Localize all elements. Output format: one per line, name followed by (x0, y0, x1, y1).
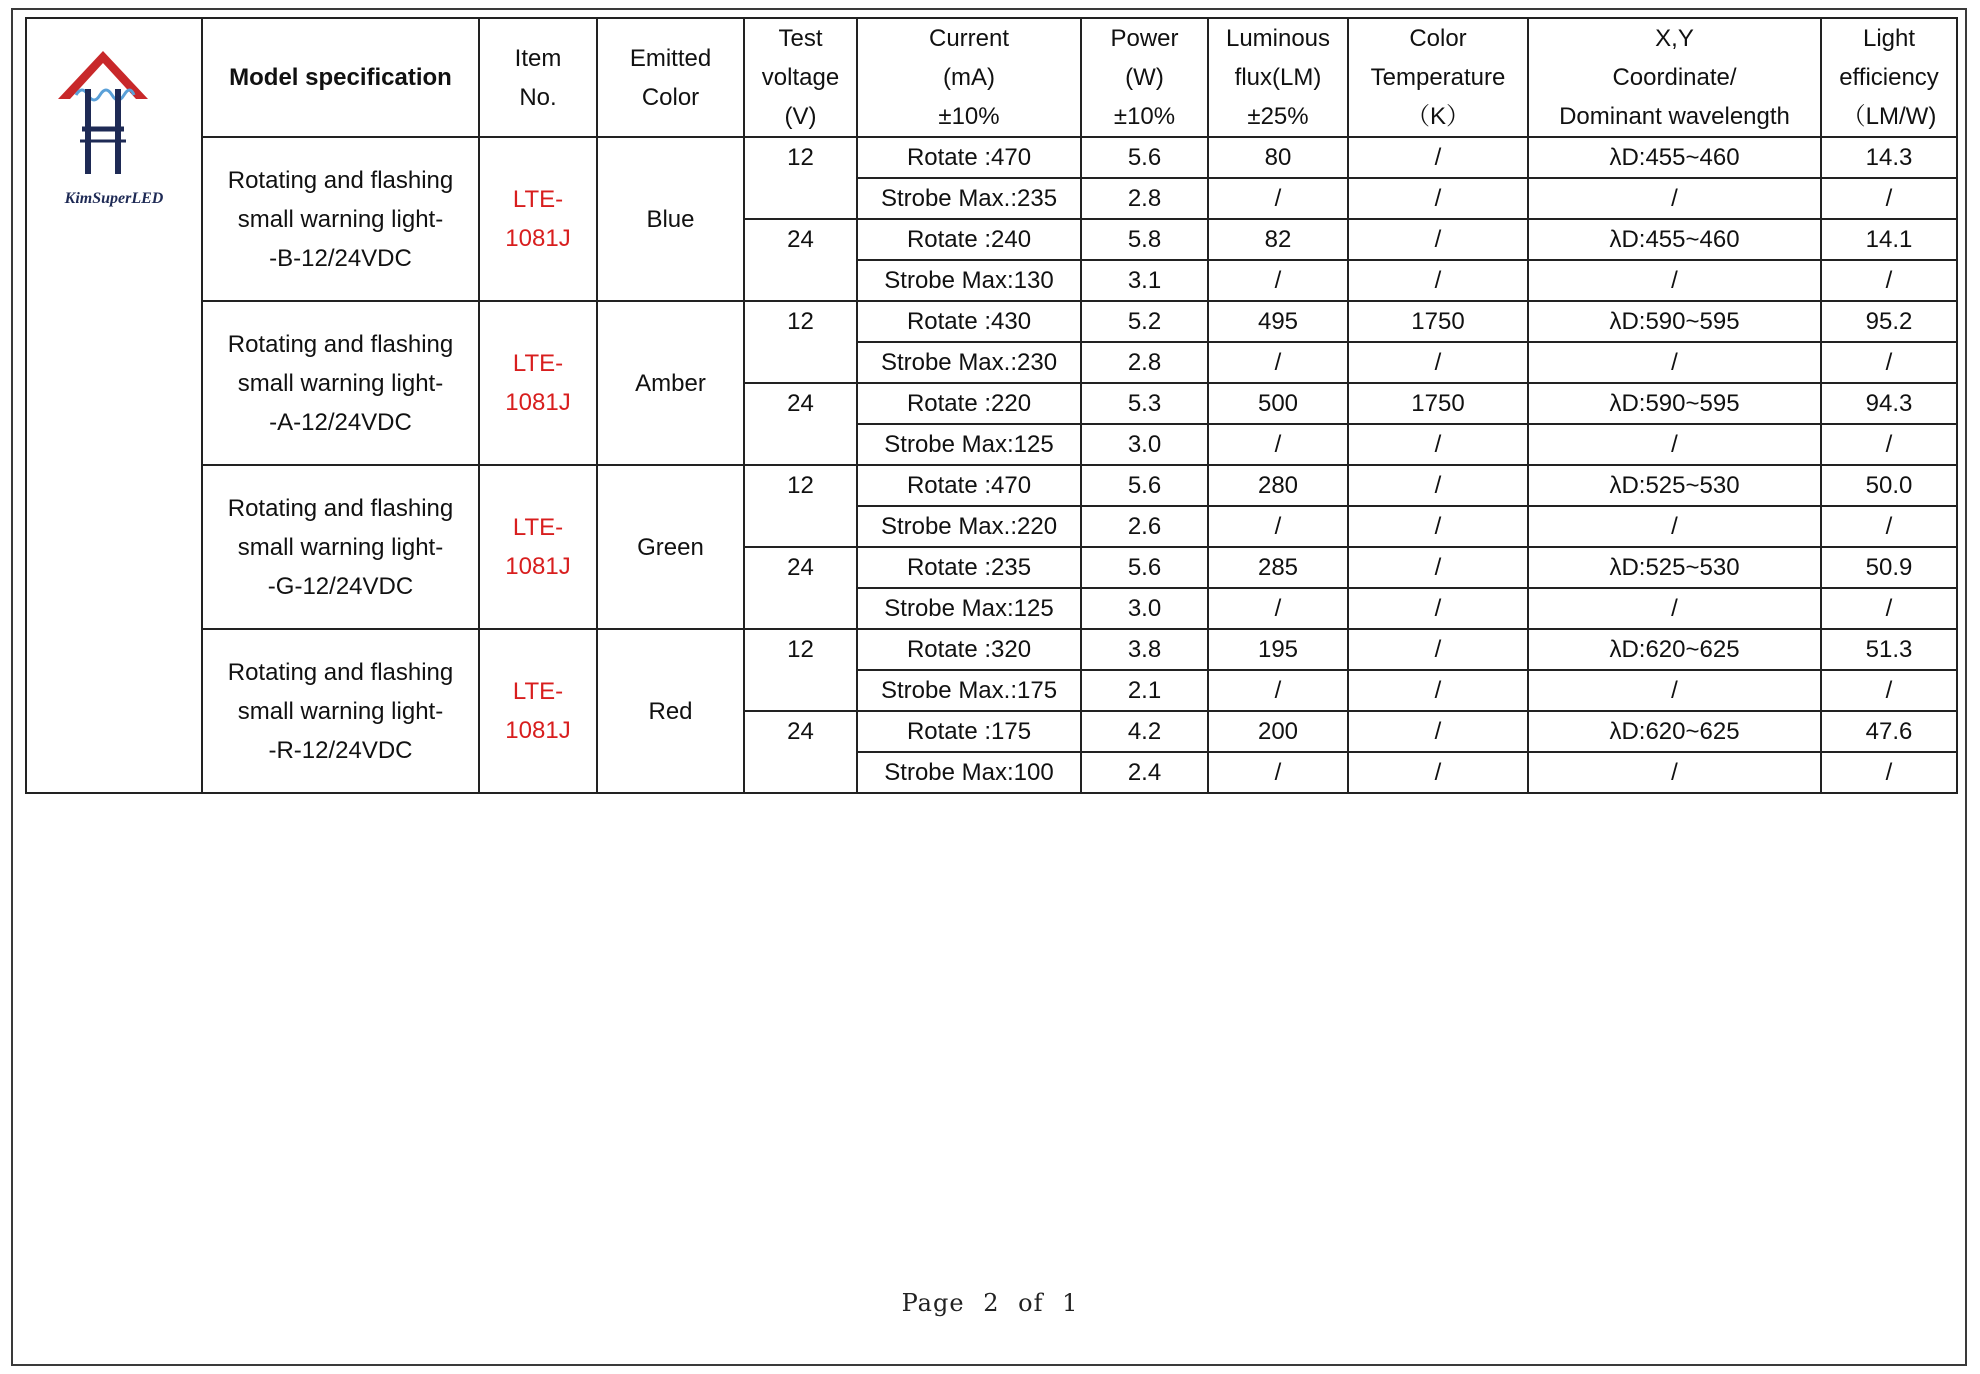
header-light-efficiency: Light efficiency （LM/W) (1821, 18, 1957, 137)
light-efficiency-cell: 95.2 (1821, 301, 1957, 342)
spec-table (25, 17, 1958, 794)
current-cell: Rotate :320 (857, 629, 1081, 670)
light-efficiency-cell: 51.3 (1821, 629, 1957, 670)
table-row (26, 465, 1957, 506)
light-efficiency-cell: 94.3 (1821, 383, 1957, 424)
dominant-wavelength-cell: λD:525~530 (1528, 465, 1821, 506)
light-efficiency-cell: / (1821, 506, 1957, 547)
table-row (26, 301, 1957, 342)
luminous-flux-cell: / (1208, 752, 1348, 793)
light-efficiency-cell: / (1821, 178, 1957, 219)
dominant-wavelength-cell: / (1528, 342, 1821, 383)
dominant-wavelength-cell: λD:455~460 (1528, 137, 1821, 178)
power-cell: 2.6 (1081, 506, 1208, 547)
color-temperature-cell: 1750 (1348, 301, 1528, 342)
emitted-color-cell: Red (597, 629, 744, 793)
model-spec-cell: Rotating and flashing small warning light- -R-12/24VDC (202, 629, 479, 793)
current-cell: Strobe Max:100 (857, 752, 1081, 793)
light-efficiency-cell: / (1821, 670, 1957, 711)
current-cell: Strobe Max:130 (857, 260, 1081, 301)
current-cell: Strobe Max:125 (857, 424, 1081, 465)
dominant-wavelength-cell: λD:455~460 (1528, 219, 1821, 260)
power-cell: 3.0 (1081, 588, 1208, 629)
dominant-wavelength-cell: λD:590~595 (1528, 301, 1821, 342)
luminous-flux-cell: / (1208, 588, 1348, 629)
current-cell: Strobe Max.:220 (857, 506, 1081, 547)
power-cell: 3.0 (1081, 424, 1208, 465)
color-temperature-cell: / (1348, 342, 1528, 383)
item-number-cell: LTE- 1081J (479, 137, 597, 301)
dominant-wavelength-cell: λD:620~625 (1528, 629, 1821, 670)
color-temperature-cell: 1750 (1348, 383, 1528, 424)
power-cell: 2.8 (1081, 178, 1208, 219)
current-cell: Rotate :240 (857, 219, 1081, 260)
dominant-wavelength-cell: / (1528, 178, 1821, 219)
luminous-flux-cell: / (1208, 506, 1348, 547)
power-cell: 5.3 (1081, 383, 1208, 424)
luminous-flux-cell: / (1208, 670, 1348, 711)
color-temperature-cell: / (1348, 137, 1528, 178)
emitted-color-cell: Green (597, 465, 744, 629)
test-voltage-cell: 24 (744, 547, 857, 629)
page-footer (0, 1289, 1980, 1317)
logo-cell (26, 18, 202, 793)
power-cell: 5.8 (1081, 219, 1208, 260)
color-temperature-cell: / (1348, 670, 1528, 711)
light-efficiency-cell: 14.1 (1821, 219, 1957, 260)
power-cell: 3.8 (1081, 629, 1208, 670)
light-efficiency-cell: 50.9 (1821, 547, 1957, 588)
light-efficiency-cell: / (1821, 424, 1957, 465)
luminous-flux-cell: 80 (1208, 137, 1348, 178)
page-number: 2 (983, 1289, 1000, 1317)
power-cell: 2.1 (1081, 670, 1208, 711)
power-cell: 4.2 (1081, 711, 1208, 752)
header-luminous-flux: Luminous flux(LM) ±25% (1208, 18, 1348, 137)
page-total: 1 (1062, 1289, 1079, 1317)
dominant-wavelength-cell: / (1528, 506, 1821, 547)
dominant-wavelength-cell: λD:590~595 (1528, 383, 1821, 424)
header-current: Current (mA) ±10% (857, 18, 1081, 137)
light-efficiency-cell: / (1821, 342, 1957, 383)
color-temperature-cell: / (1348, 711, 1528, 752)
current-cell: Rotate :430 (857, 301, 1081, 342)
light-efficiency-cell: 14.3 (1821, 137, 1957, 178)
color-temperature-cell: / (1348, 178, 1528, 219)
dominant-wavelength-cell: / (1528, 260, 1821, 301)
color-temperature-cell: / (1348, 219, 1528, 260)
item-number-cell: LTE- 1081J (479, 301, 597, 465)
item-number-cell: LTE- 1081J (479, 629, 597, 793)
power-cell: 2.4 (1081, 752, 1208, 793)
emitted-color-cell: Amber (597, 301, 744, 465)
header-emitted-color: Emitted Color (597, 18, 744, 137)
current-cell: Rotate :470 (857, 137, 1081, 178)
color-temperature-cell: / (1348, 465, 1528, 506)
current-cell: Strobe Max.:175 (857, 670, 1081, 711)
dominant-wavelength-cell: / (1528, 670, 1821, 711)
current-cell: Strobe Max.:230 (857, 342, 1081, 383)
color-temperature-cell: / (1348, 424, 1528, 465)
light-efficiency-cell: / (1821, 752, 1957, 793)
luminous-flux-cell: 200 (1208, 711, 1348, 752)
test-voltage-cell: 12 (744, 465, 857, 547)
dominant-wavelength-cell: λD:620~625 (1528, 711, 1821, 752)
header-color-temperature: Color Temperature （K） (1348, 18, 1528, 137)
current-cell: Rotate :235 (857, 547, 1081, 588)
color-temperature-cell: / (1348, 588, 1528, 629)
header-xy-coordinate: X,Y Coordinate/ Dominant wavelength (1528, 18, 1821, 137)
test-voltage-cell: 12 (744, 301, 857, 383)
light-efficiency-cell: / (1821, 588, 1957, 629)
header-item: Item No. (479, 18, 597, 137)
current-cell: Rotate :175 (857, 711, 1081, 752)
power-cell: 5.6 (1081, 465, 1208, 506)
model-spec-cell: Rotating and flashing small warning light- -B-12/24VDC (202, 137, 479, 301)
luminous-flux-cell: 500 (1208, 383, 1348, 424)
luminous-flux-cell: / (1208, 342, 1348, 383)
test-voltage-cell: 24 (744, 711, 857, 793)
test-voltage-cell: 24 (744, 383, 857, 465)
header-power: Power (W) ±10% (1081, 18, 1208, 137)
power-cell: 3.1 (1081, 260, 1208, 301)
power-cell: 5.6 (1081, 137, 1208, 178)
power-cell: 2.8 (1081, 342, 1208, 383)
light-efficiency-cell: 50.0 (1821, 465, 1957, 506)
dominant-wavelength-cell: / (1528, 588, 1821, 629)
item-number-cell: LTE- 1081J (479, 465, 597, 629)
test-voltage-cell: 12 (744, 629, 857, 711)
current-cell: Strobe Max:125 (857, 588, 1081, 629)
header-row (26, 18, 1957, 137)
current-cell: Rotate :220 (857, 383, 1081, 424)
current-cell: Rotate :470 (857, 465, 1081, 506)
luminous-flux-cell: / (1208, 424, 1348, 465)
logo-icon (58, 49, 148, 174)
header-model: Model specification (202, 18, 479, 137)
table-row (26, 137, 1957, 178)
color-temperature-cell: / (1348, 260, 1528, 301)
table-row (26, 629, 1957, 670)
current-cell: Strobe Max.:235 (857, 178, 1081, 219)
color-temperature-cell: / (1348, 506, 1528, 547)
luminous-flux-cell: 280 (1208, 465, 1348, 506)
light-efficiency-cell: 47.6 (1821, 711, 1957, 752)
color-temperature-cell: / (1348, 547, 1528, 588)
dominant-wavelength-cell: / (1528, 752, 1821, 793)
power-cell: 5.2 (1081, 301, 1208, 342)
power-cell: 5.6 (1081, 547, 1208, 588)
light-efficiency-cell: / (1821, 260, 1957, 301)
color-temperature-cell: / (1348, 629, 1528, 670)
page-label: Page (901, 1289, 965, 1317)
luminous-flux-cell: / (1208, 178, 1348, 219)
dominant-wavelength-cell: / (1528, 424, 1821, 465)
color-temperature-cell: / (1348, 752, 1528, 793)
test-voltage-cell: 24 (744, 219, 857, 301)
luminous-flux-cell: 82 (1208, 219, 1348, 260)
dominant-wavelength-cell: λD:525~530 (1528, 547, 1821, 588)
logo-text: KimSuperLED (64, 190, 164, 207)
luminous-flux-cell: 495 (1208, 301, 1348, 342)
luminous-flux-cell: 195 (1208, 629, 1348, 670)
model-spec-cell: Rotating and flashing small warning light- -G-12/24VDC (202, 465, 479, 629)
model-spec-cell: Rotating and flashing small warning light- -A-12/24VDC (202, 301, 479, 465)
emitted-color-cell: Blue (597, 137, 744, 301)
luminous-flux-cell: 285 (1208, 547, 1348, 588)
page-of-label: of (1018, 1289, 1044, 1317)
header-test-voltage: Test voltage (V) (744, 18, 857, 137)
luminous-flux-cell: / (1208, 260, 1348, 301)
test-voltage-cell: 12 (744, 137, 857, 219)
